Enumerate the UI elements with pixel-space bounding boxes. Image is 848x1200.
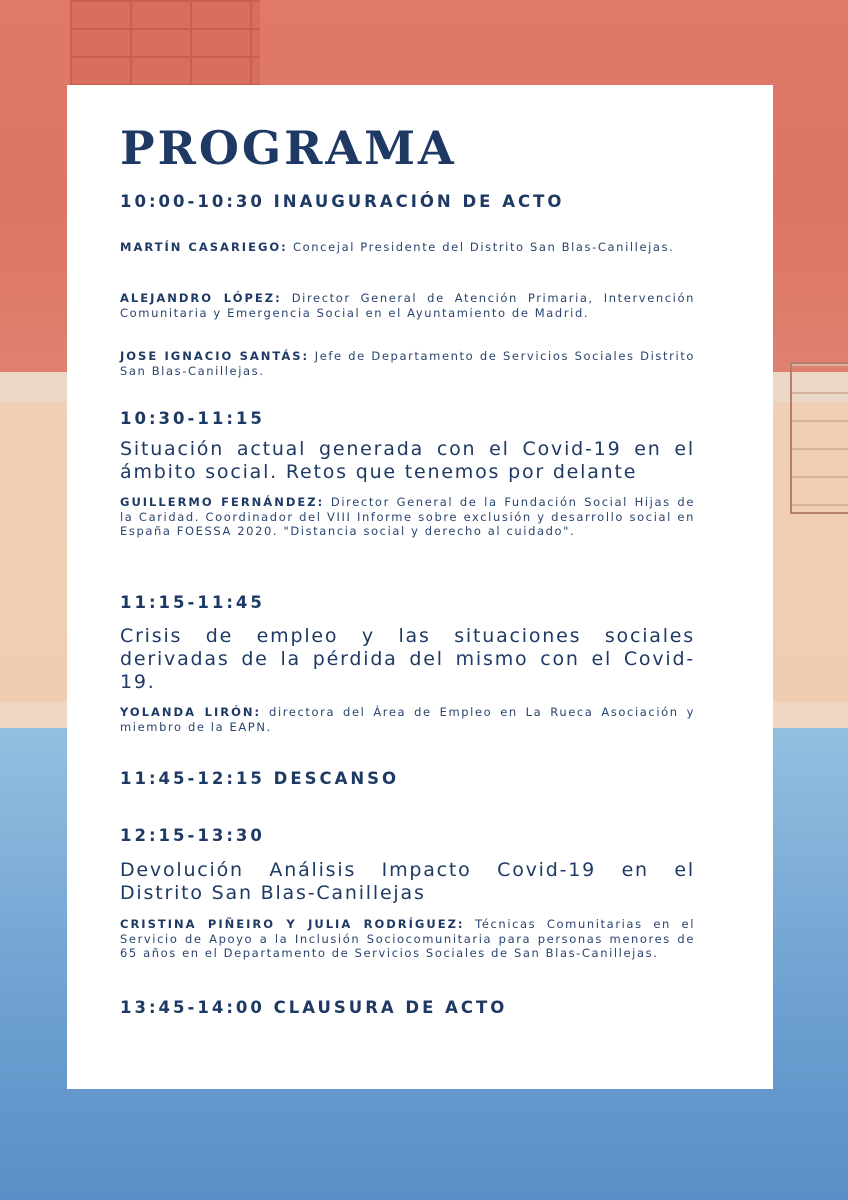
speaker-description: Técnicas Comunitarias en el Servicio de Apoyo a la Inclusión Sociocomunitaria para personas menores de 65 años en el Departamento de Servicios Sociales de San Blas-Canillejas. [120, 917, 695, 960]
speaker-pineiro-rodriguez [120, 917, 695, 961]
speaker-name: YOLANDA LIRÓN: [120, 705, 262, 719]
speaker-description: Jefe de Departamento de Servicios Sociales Distrito San Blas-Canillejas. [120, 349, 695, 378]
speaker-name: GUILLERMO FERNÁNDEZ: [120, 495, 325, 509]
session-topic-covid-social: Situación actual generada con el Covid-19 en el ámbito social. Retos que tenemos por delante [120, 438, 695, 483]
speaker-description: Concejal Presidente del Distrito San Blas-Canillejas. [287, 240, 675, 254]
speaker-casariego [120, 240, 695, 255]
time-heading-1115: 11:15-11:45 [120, 593, 265, 612]
time-heading-1215: 12:15-13:30 [120, 826, 265, 845]
speaker-fernandez [120, 495, 695, 539]
session-topic-devolucion: Devolución Análisis Impacto Covid-19 en el Distrito San Blas-Canillejas [120, 859, 695, 904]
time-heading-inauguracion: 10:00-10:30 INAUGURACIÓN DE ACTO [120, 192, 565, 211]
speaker-santas [120, 349, 695, 378]
background-wall-panel [790, 362, 848, 514]
speaker-liron [120, 705, 695, 734]
speaker-name: JOSE IGNACIO SANTÁS: [120, 349, 310, 363]
speaker-description: directora del Área de Empleo en La Rueca Asociación y miembro de la EAPN. [120, 705, 695, 734]
session-topic-empleo: Crisis de empleo y las situaciones sociales derivadas de la pérdida del mismo con el Covid-19. [120, 625, 695, 693]
speaker-lopez [120, 291, 695, 320]
page-title: PROGRAMA [120, 121, 457, 175]
time-heading-1030: 10:30-11:15 [120, 409, 265, 428]
background-brick-pattern [70, 0, 260, 85]
speaker-name: MARTÍN CASARIEGO: [120, 240, 288, 254]
speaker-description: Director General de Atención Primaria, Intervención Comunitaria y Emergencia Social en el Ayuntamiento de Madrid. [120, 291, 695, 320]
speaker-name: CRISTINA PIÑEIRO Y JULIA RODRÍGUEZ: [120, 917, 465, 931]
time-heading-descanso: 11:45-12:15 DESCANSO [120, 769, 400, 788]
speaker-name: ALEJANDRO LÓPEZ: [120, 291, 282, 305]
time-heading-clausura: 13:45-14:00 CLAUSURA DE ACTO [120, 998, 508, 1017]
speaker-description: Director General de la Fundación Social Hijas de la Caridad. Coordinador del VIII Informe sobre exclusión y desarrollo social en España FOESSA 2020. "Distancia social y derecho al cuidado". [120, 495, 695, 538]
